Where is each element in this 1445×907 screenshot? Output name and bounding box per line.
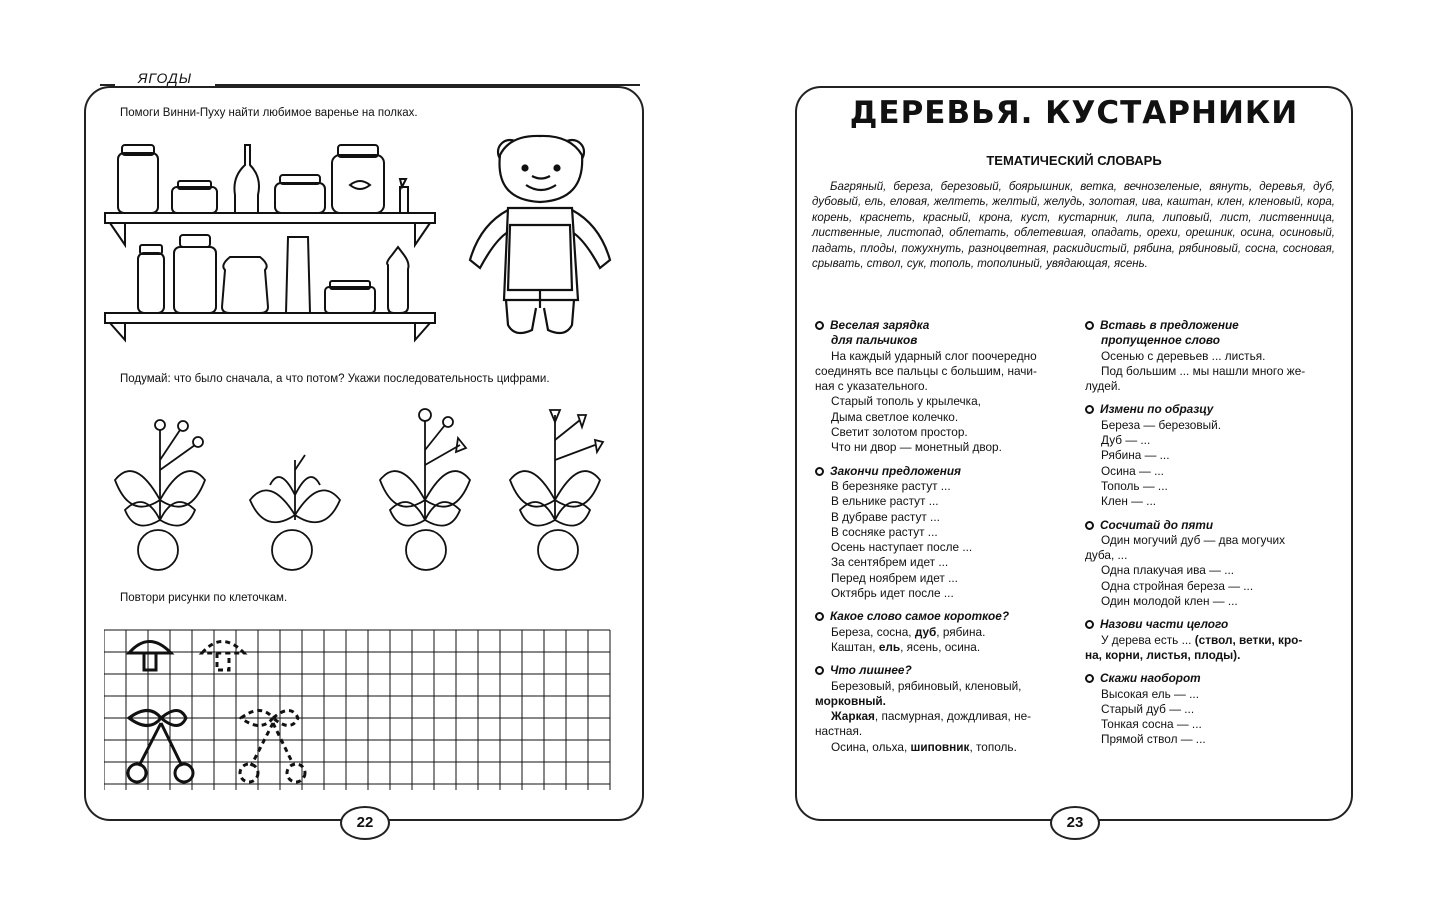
answer-word: ель [878,639,901,654]
jam-shelves-illustration [100,135,445,345]
exercise-change-by-pattern [1085,402,1337,509]
text-line: В дубраве растут ... [831,509,940,524]
exercise-title: Какое слово самое короткое? [830,609,1010,624]
text-line [815,709,1070,724]
text-line: соединять все пальцы с большим, начи- [815,363,1037,378]
answer-word: на, корни, листья, плоды). [1085,647,1241,662]
text-line: Старый дуб — ... [1101,701,1195,716]
task-sequence: Подумай: что было сначала, а что потом? Укажи последовательность цифрами. [120,373,550,385]
text-line: Одна плакучая ива — ... [1101,563,1235,578]
vocabulary-heading: ТЕМАТИЧЕСКИЙ СЛОВАРЬ [986,153,1162,168]
text-line: За сентябрем идет ... [831,555,949,570]
bullet-icon [1085,405,1094,414]
task-jam: Помоги Винни-Пуху найти любимое варенье на полках. [120,107,418,119]
text-line: Рябина — ... [1101,448,1170,463]
bullet-icon [815,321,824,330]
text-line: На каждый ударный слог поочередно [831,348,1037,363]
text-line: В сосняке растут ... [831,524,938,539]
text-line: Что ни двор — монетный двор. [831,440,1002,455]
exercises-column-1 [815,318,1070,763]
text-line: В березняке растут ... [831,478,951,493]
text-line: дуба, ... [1085,548,1128,563]
text-line: В ельнике растут ... [831,494,939,509]
text-line: Одна стройная береза — ... [1101,578,1254,593]
text-line: Светит золотом простор. [831,425,968,440]
page-number-right: 23 [1050,806,1100,840]
bullet-icon [1085,521,1094,530]
text-part: Береза, сосна, [831,624,915,639]
text-line: Один могучий дуб — два могучих [1101,532,1286,547]
exercise-finish-sentences [815,464,1070,602]
exercise-title: Что лишнее? [830,663,912,678]
text-part: , рябина. [936,624,986,639]
answer-word: морковный. [815,693,886,708]
exercise-finger-gym [815,318,1070,456]
bear-illustration [460,130,630,345]
text-line: Прямой ствол — ... [1101,732,1206,747]
text-part: , тополь. [969,739,1017,754]
text-line: Дуб — ... [1101,433,1151,448]
text-line: Березовый, рябиновый, кленовый, [831,678,1022,693]
exercises-column-2 [1085,318,1337,756]
text-line: Старый тополь у крылечка, [831,394,981,409]
text-part: , ясень, осина. [900,639,981,654]
text-line: Береза — березовый. [1101,417,1221,432]
exercise-title: Закончи предложения [830,463,961,478]
text-line [1085,633,1337,648]
exercise-shortest-word [815,609,1070,655]
text-line: Дыма светлое колечко. [831,409,959,424]
exercise-title: пропущенное слово [1101,333,1220,348]
exercise-count-to-five [1085,518,1337,610]
text-line: Тополь — ... [1101,478,1168,493]
exercise-title: Веселая зарядка [830,318,930,332]
exercise-title: Скажи наоборот [1100,671,1201,686]
exercise-odd-one-out [815,663,1070,755]
text-line: ная с указательного. [815,379,928,394]
text-line: Осина — ... [1101,463,1164,478]
text-line: Октябрь идет после ... [831,586,954,601]
text-part: Каштан, [831,639,879,654]
exercise-parts-of-whole [1085,617,1337,663]
text-line: Тонкая сосна — ... [1101,717,1202,732]
answer-word: шиповник [910,739,970,754]
text-part: Осина, ольха, [831,739,911,754]
section-header: ЯГОДЫ [115,70,215,86]
copy-grid [104,628,629,798]
bullet-icon [1085,674,1094,683]
bullet-icon [1085,620,1094,629]
text-line: Перед ноябрем идет ... [831,570,958,585]
exercise-opposites [1085,671,1337,747]
task-grid: Повтори рисунки по клеточкам. [120,592,288,604]
answer-word: Жаркая [831,709,875,724]
bullet-icon [1085,321,1094,330]
answer-word: дуб [914,624,937,639]
text-part: У дерева есть ... [1101,632,1195,647]
page-title: ДЕРЕВЬЯ. КУСТАРНИКИ [849,95,1299,131]
exercise-title: Назови части целого [1100,617,1229,632]
text-part: , пасмурная, дождливая, не- [874,709,1032,724]
exercise-title: Вставь в предложение [1100,318,1239,332]
strawberry-plants-illustration [100,400,640,575]
page-number-left: 22 [340,806,390,840]
text-line: Клен — ... [1101,494,1157,509]
exercise-insert-word [1085,318,1337,394]
text-line: Под большим ... мы нашли много же- [1101,363,1306,378]
bullet-icon [815,467,824,476]
text-line: лудей. [1085,379,1121,394]
text-line: настная. [815,724,863,739]
text-line: Высокая ель — ... [1101,686,1199,701]
exercise-title: Сосчитай до пяти [1100,517,1214,532]
exercise-title: для пальчиков [831,333,918,348]
exercise-title: Измени по образцу [1100,402,1214,417]
text-line: Осень наступает после ... [831,540,973,555]
text-line [815,640,1070,655]
bullet-icon [815,612,824,621]
vocabulary-text: Багряный, береза, березовый, боярышник, ветка, вечнозеленые, вянуть, деревья, дуб, дубовый, ель, еловая, желтеть, желтый, желудь, золотая, ива, каштан, клен, кленовый, кора, корень, краснеть, красный, крона, куст, кустарник, липа, липовый, лист, лиственница, лиственные, листопад, облетать, облетевшая, опадать, орехи, орешник, осина, осиновый, падать, плоды, пожухнуть, разноцветная, раскидистый, рябина, рябиновый, сосна, сосновая, срывать, ствол, сук, тополь, тополиный, увядающая, ясень. [812,181,1335,271]
text-line [815,740,1070,755]
answer-word: (ствол, ветки, кро- [1194,632,1303,647]
text-line: Осенью с деревьев ... листья. [1101,348,1266,363]
bullet-icon [815,666,824,675]
text-line: Один молодой клен — ... [1101,594,1238,609]
text-line [815,625,1070,640]
